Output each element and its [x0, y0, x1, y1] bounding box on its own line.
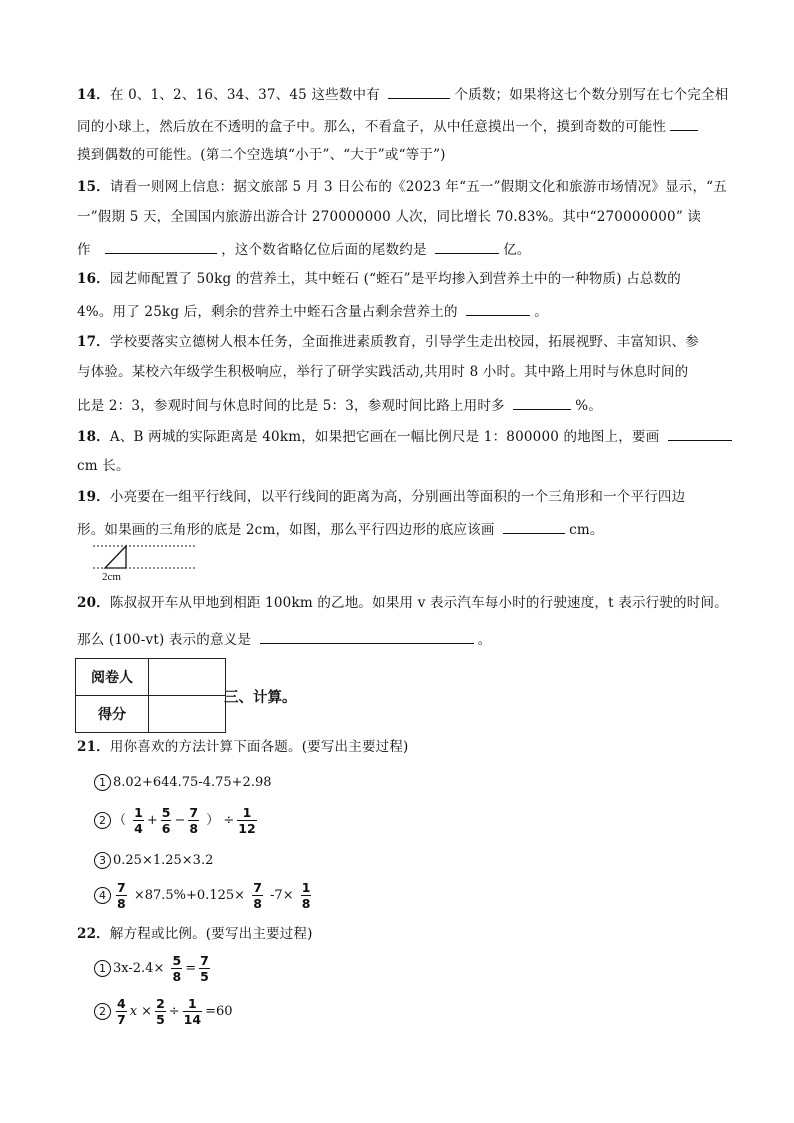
- q15-text: 一”假期 5 天，全国国内旅游出游合计 270000000 人次，同比增长 70.83%。其中“270000000” 读: [77, 209, 702, 225]
- q16-line2: [77, 301, 548, 321]
- q19-line2: [77, 519, 604, 539]
- q14-line3: [77, 146, 446, 164]
- q21-item-4: [94, 880, 314, 911]
- numerator: 7: [200, 953, 209, 968]
- q18-line1: [77, 426, 736, 446]
- q20-blank[interactable]: [260, 629, 474, 644]
- q16-text: 。: [534, 304, 548, 320]
- fraction: [155, 996, 166, 1027]
- q21-item-2: [94, 805, 260, 836]
- q14-number: 14．: [77, 87, 110, 103]
- q19-text: cm。: [569, 522, 604, 538]
- q14-text: 在 0、1、2、16、34、37、45 这些数中有: [109, 87, 380, 103]
- fraction: [116, 996, 127, 1027]
- expression: =60: [205, 1004, 233, 1019]
- q17-text: 与体验。某校六年级学生积极响应，举行了研学实践活动,共用时 8 小时。其中路上用时与休息时间的: [77, 364, 689, 380]
- q22-item-2: [94, 996, 233, 1027]
- q14-blank-1[interactable]: [388, 84, 450, 99]
- numerator: 5: [161, 805, 171, 820]
- q17-text: 学校要落实立德树人根本任务，全面推进素质教育，引导学生走出校园，拓展视野、丰富知识、参: [109, 334, 699, 350]
- q22-text: 解方程或比例。(要写出主要过程): [109, 926, 313, 942]
- item-marker: 4: [94, 887, 111, 904]
- item-marker: 2: [94, 1003, 111, 1020]
- q15-line2: [77, 208, 701, 226]
- denominator: 12: [238, 821, 256, 836]
- q19-figure-label: 2cm: [102, 571, 121, 583]
- numerator: 1: [237, 805, 256, 821]
- q15-line3: [77, 239, 531, 259]
- q14-text: 个质数；如果将这七个数分别写在七个完全相: [454, 87, 729, 103]
- q21-text: 用你喜欢的方法计算下面各题。(要写出主要过程): [109, 739, 409, 755]
- q21-stem: [77, 738, 409, 756]
- expression: 8.02+644.75-4.75+2.98: [113, 775, 272, 790]
- fraction: [161, 805, 172, 836]
- q20-text: 那么 (100-vt) 表示的意义是: [77, 632, 252, 648]
- q17-text: %。: [575, 398, 602, 414]
- fraction: [171, 953, 182, 984]
- item-marker: 3: [94, 852, 111, 869]
- fraction: [252, 880, 263, 911]
- fraction: [183, 996, 202, 1027]
- q22-number: 22．: [77, 926, 110, 942]
- q19-text: 小亮要在一组平行线间，以平行线间的距离为高，分别画出等面积的一个三角形和一个平行四边: [109, 489, 686, 505]
- denominator: 8: [172, 969, 182, 984]
- operator: ÷: [168, 1004, 180, 1019]
- q18-text: A、B 两城的实际距离是 40km，如果把它画在一幅比例尺是 1：800000 的地图上，要画: [109, 429, 660, 445]
- q15-text: 亿。: [503, 242, 531, 258]
- operator: =: [185, 961, 197, 976]
- q22-stem: [77, 925, 313, 943]
- denominator: 6: [161, 821, 171, 836]
- fraction: [301, 880, 312, 911]
- q17-text: 比是 2：3，参观时间与休息时间的比是 5：3，参观时间比路上用时多: [77, 398, 505, 414]
- q14-line1: [77, 84, 728, 104]
- operator: ÷: [223, 813, 235, 828]
- fraction: [133, 805, 144, 836]
- q16-blank[interactable]: [466, 301, 530, 316]
- item-marker: 2: [94, 812, 111, 829]
- denominator: 14: [183, 1012, 202, 1027]
- q18-line2: [77, 457, 130, 475]
- expression: 0.25×1.25×3.2: [113, 853, 214, 868]
- q17-blank[interactable]: [513, 395, 571, 410]
- numerator: 2: [156, 996, 165, 1011]
- q20-number: 20．: [77, 595, 110, 611]
- q14-text: 同的小球上，然后放在不透明的盒子中。那么，不看盒子，从中任意摸出一个，摸到奇数的可能性: [77, 119, 667, 135]
- numerator: 1: [134, 805, 143, 820]
- q21-number: 21．: [77, 739, 110, 755]
- expression: -7×: [270, 888, 294, 903]
- q16-line1: [77, 270, 681, 288]
- q19-line1: [77, 488, 685, 506]
- q15-blank-2[interactable]: [435, 239, 499, 254]
- expression: x ×: [129, 1004, 153, 1019]
- paren-open: （: [113, 813, 127, 828]
- q18-blank[interactable]: [668, 426, 732, 441]
- q20-text: 。: [477, 632, 492, 648]
- q18-text: cm 长。: [77, 458, 130, 474]
- numerator: 7: [253, 880, 262, 895]
- score-label: 得分: [76, 696, 149, 733]
- q21-item-3: [94, 852, 213, 869]
- operator: +: [146, 813, 158, 828]
- triangle-shape: [105, 546, 126, 568]
- reviewer-field[interactable]: [149, 659, 226, 696]
- q15-text: 请看一则网上信息：据文旅部 5 月 3 日公布的《2023 年“五一”假期文化和旅游市场情况》显示，“五: [109, 179, 727, 195]
- q16-text: 4%。用了 25kg 后，剩余的营养土中蛭石含量占剩余营养土的: [77, 304, 458, 320]
- score-field[interactable]: [149, 696, 226, 733]
- q17-line3: [77, 395, 602, 415]
- q15-number: 15．: [77, 179, 110, 195]
- q19-parallel-lines-figure: [90, 542, 202, 584]
- q14-line2: [77, 116, 702, 136]
- q19-number: 19．: [77, 489, 110, 505]
- numerator: 5: [172, 953, 182, 968]
- denominator: 4: [134, 821, 143, 836]
- q20-line2: [77, 629, 491, 649]
- q15-text: 作: [77, 242, 91, 258]
- denominator: 8: [301, 896, 311, 911]
- item-marker: 1: [94, 774, 111, 791]
- fraction: [116, 880, 127, 911]
- q17-number: 17．: [77, 334, 110, 350]
- numerator: 1: [301, 880, 311, 895]
- q18-number: 18．: [77, 429, 110, 445]
- q22-item-1: [94, 953, 213, 984]
- q17-line1: [77, 333, 699, 351]
- denominator: 8: [189, 821, 199, 836]
- q15-text: ，这个数省略亿位后面的尾数约是: [221, 242, 427, 258]
- q21-item-1: [94, 774, 272, 791]
- q15-line1: [77, 178, 727, 196]
- denominator: 5: [156, 1012, 165, 1027]
- denominator: 7: [117, 1012, 126, 1027]
- q15-blank-1[interactable]: [105, 239, 217, 254]
- denominator: 5: [200, 969, 209, 984]
- q20-text: 陈叔叔开车从甲地到相距 100km 的乙地。如果用 v 表示汽车每小时的行驶速度，t 表示行驶的时间。: [109, 595, 728, 611]
- q19-text: 形。如果画的三角形的底是 2cm，如图，那么平行四边形的底应该画: [77, 522, 495, 538]
- q14-text: 摸到偶数的可能性。(第二个空选填“小于”、“大于”或“等于”): [77, 147, 446, 163]
- operator: −: [174, 813, 186, 828]
- reviewer-label: 阅卷人: [76, 659, 149, 696]
- paren-close: ）: [206, 813, 220, 828]
- item-marker: 1: [94, 960, 111, 977]
- expression: ×87.5%+0.125×: [133, 888, 246, 903]
- numerator: 4: [117, 996, 126, 1011]
- numerator: 7: [117, 880, 126, 895]
- score-table: [75, 658, 226, 733]
- numerator: 7: [189, 805, 199, 820]
- section-heading: 三、计算。: [224, 690, 297, 706]
- fraction: [237, 805, 256, 836]
- q20-line1: [77, 594, 728, 612]
- q17-line2: [77, 363, 688, 381]
- denominator: 8: [253, 896, 262, 911]
- q14-blank-2[interactable]: [670, 116, 698, 131]
- q16-number: 16．: [77, 271, 110, 287]
- expression: 3x-2.4×: [113, 961, 165, 976]
- denominator: 8: [117, 896, 126, 911]
- q19-blank[interactable]: [503, 519, 565, 534]
- q16-text: 园艺师配置了 50kg 的营养土，其中蛭石 (“蛭石”是平均掺入到营养土中的一种物质) 占总数的: [109, 271, 681, 287]
- fraction: [199, 953, 210, 984]
- numerator: 1: [183, 996, 202, 1012]
- fraction: [188, 805, 199, 836]
